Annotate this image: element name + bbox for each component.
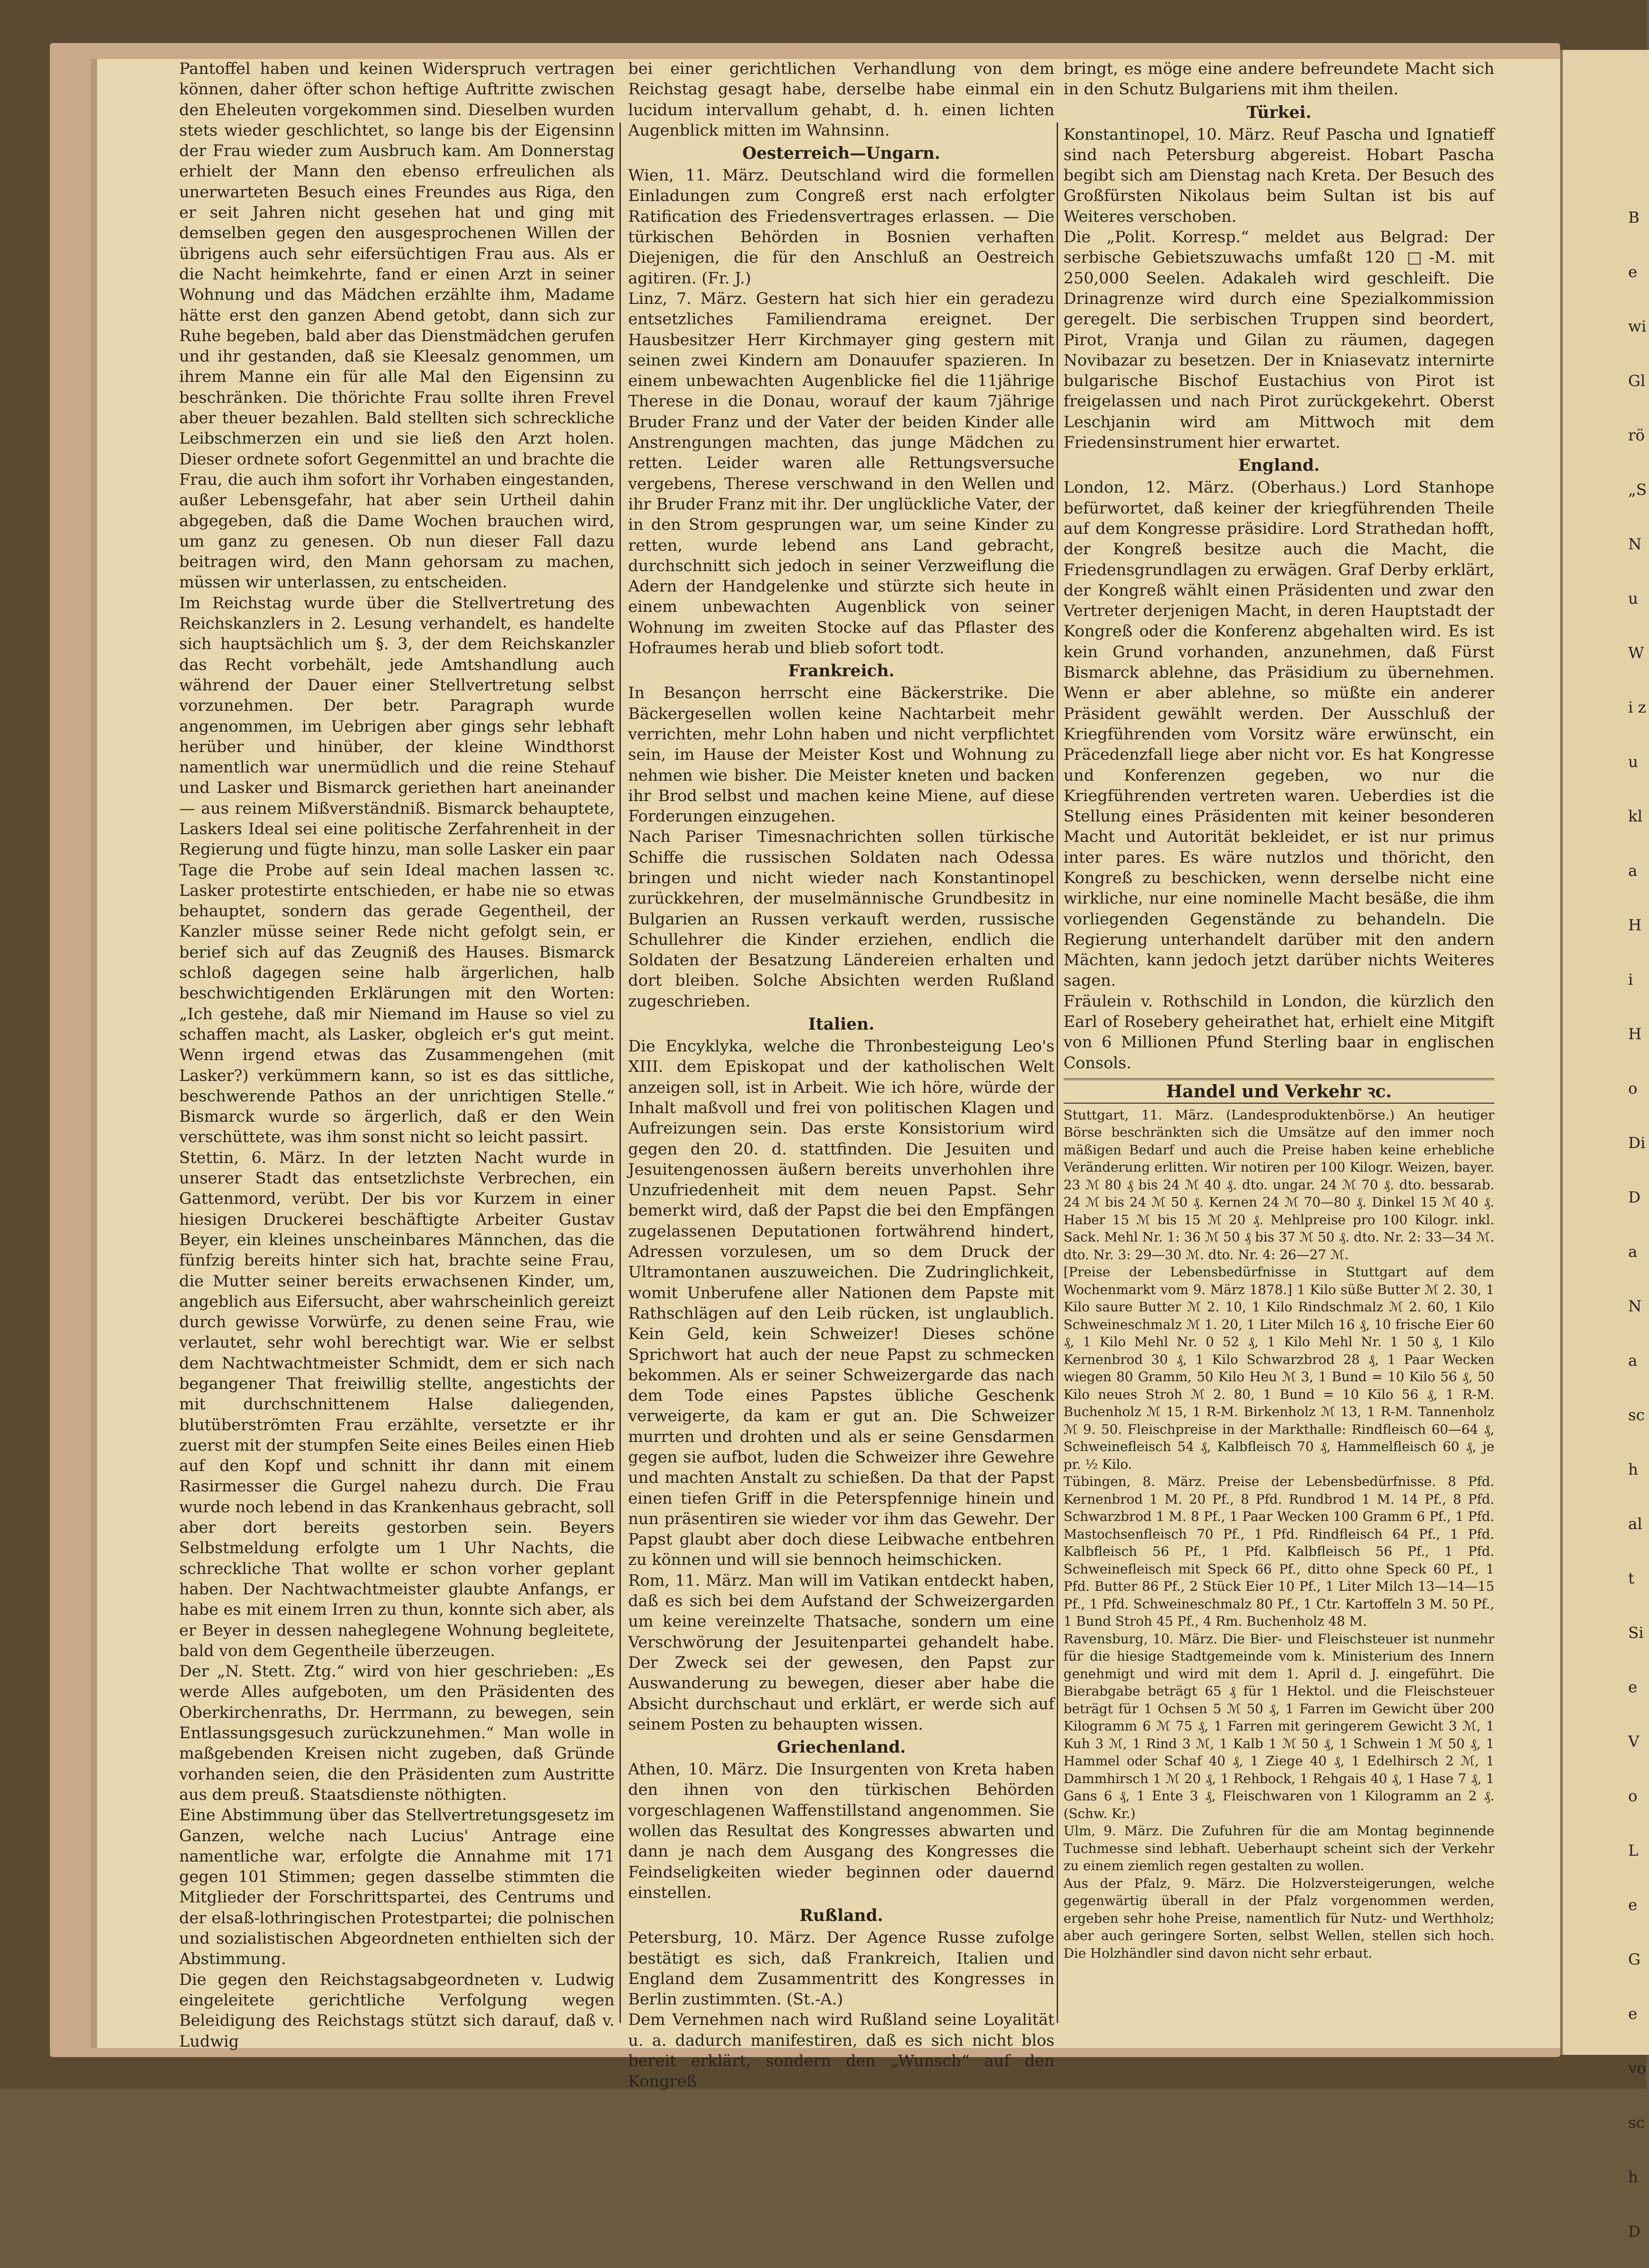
russland-paragraph: Dem Vernehmen nach wird Rußland seine Loyalität u. a. dadurch manifestiren, daß es sich nicht blos bereit erklärt, sondern den „Wunsch“ auf den Kongreß (628, 2011, 1054, 2091)
column-rule-2 (1057, 122, 1058, 2023)
london-paragraph: London, 12. März. (Oberhaus.) Lord Stanhope befürwortet, daß keiner der kriegführenden Theile auf dem Kongresse präsidire. Lord Strathedan hofft, der Kongreß besitze auch die Macht, die Friedensgrundlagen zu erwägen. Graf Derby erklärt, der Kongreß wählt einen Präsidenten und zwar den Vertreter derjenigen Macht, in deren Hauptstadt der Kongreß oder die Konferenz abgehalten wird. Es ist kein Grund vorhanden, anzunehmen, daß Fürst Bismarck ablehne, das Präsidium zu übernehmen. Wenn er aber ablehne, so müßte ein anderer Präsident gewählt werden. Der Ausschluß der Kriegführenden vom Vorsitz wäre erwünscht, ein Präcedenzfall liege aber nicht vor. Es hat Kongresse und Konferenzen gegeben, wo nur die Kriegführenden vertreten waren. Ueberdies ist die Stellung eines Präsidenten mit keiner besonderen Macht und Autorität bekleidet, er ist nur primus inter pares. Es wäre nutzlos und thöricht, den Kongreß zu beschicken, wenn derselbe nicht eine wirkliche, nur eine nominelle Macht besäße, die ihm vorliegenden Gegenstände zu behandeln. Die Regierung unterhandelt darüber mit den andern Mächten, kann jedoch jetzt darüber nichts Weiteres sagen. (1064, 479, 1494, 990)
section-heading: Rußland. (799, 1906, 883, 1926)
stettin-paragraph: Stettin, 6. März. In der letzten Nacht wurde in unserer Stadt das entsetzlichste Verbrechen, ein Gattenmord, verübt. Der bis vor Kurzem in einer hiesigen Druckerei beschäftigte Arbeiter Gustav Beyer, ein kleines unscheinbares Männchen, das die fünfzig bereits hinter sich hat, brachte seine Frau, die Mutter seiner bereits erwachsenen Kinder, um, angeblich aus Eifersucht, aber wahrscheinlich gereizt durch gewisse Vorwürfe, zu denen seine Frau, wie verlautet, sehr wohl berechtigt war. Wie er selbst dem Nachtwachtmeister Schmidt, dem er sich nach begangener That freiwillig stellte, angestichts der mit durchschnittenem Halse daliegenden, blutüberströmten Frau erzählte, versetzte er ihr zuerst mit der stumpfen Seite eines Beiles einen Hieb auf den Kopf und schnitt ihr dann mit einem Rasirmesser die Gurgel nahezu durch. Die Frau wurde noch lebend in das Krankenhaus gebracht, soll aber dort bereits gestorben sein. Beyers Selbstmeldung erfolgte um 1 Uhr Nachts, die schreckliche That wollte er schon vorher geplant haben. Der Nachtwachtmeister glaubte Anfangs, er habe es mit einem Irren zu thun, konnte sich aber, als er Beyer in dessen naheglegene Wohnung begleitete, bald von dem Gegentheile überzeugen. (179, 1149, 615, 1660)
belgrad-paragraph: Die „Polit. Korresp.“ meldet aus Belgrad: Der serbische Gebietszuwachs umfaßt 120 □-M. mit 250,000 Seelen. Adakaleh wird geschleift. Die Drinagrenze wird durch eine Spezialkommission geregelt. Die serbischen Truppen sind beordert, Pirot, Vranja und Gilan zu räumen, dagegen Novibazar zu besetzen. Der in Kniasevatz internirte bulgarische Bischof Eustachius von Pirot ist freigelassen und nach Pirot zurückgekehrt. Oberst Leschjanin wird am Mittwoch mit dem Friedensinstrument hier erwartet. (1064, 228, 1494, 452)
konstantinopel-paragraph: Konstantinopel, 10. März. Reuf Pascha und Ignatieff sind nach Petersburg abgereist. Hobart Pascha begibt sich am Dienstag nach Kreta. Der Besuch des Großfürsten Nikolaus beim Sultan ist bis auf Weiteres verschoben. (1064, 125, 1494, 226)
wien-paragraph: Wien, 11. März. Deutschland wird die formellen Einladungen zum Congreß erst nach erfolgter Ratification des Friedensvertrages erlassen. — Die türkischen Behörden in Bosnien verhaften Diejenigen, die für den Anschluß an Oestreich agitiren. (Fr. J.) (628, 166, 1054, 288)
column-3 (1064, 59, 1494, 2037)
article-paragraph: bei einer gerichtlichen Verhandlung von dem Reichstag gesagt habe, derselbe habe einmal ein lucidum intervallum gehabt, d. h. einen lichten Augenblick mitten im Wahnsinn. (628, 60, 1054, 140)
column-2 (628, 59, 1054, 2091)
article-paragraph: Pantoffel haben und keinen Widerspruch vertragen können, daher öfter schon heftige Auftritte zwischen den Eheleuten vorgekommen sind. Dieselben wurden stets wieder geschlichtet, so lange bis der Eigensinn der Frau wieder zum Ausbruch kam. Am Donnerstag erhielt der Mann den ebenso erfreulichen als unerwarteten Besuch eines Freundes aus Riga, den er seit Jahren nicht gesehen hat und ging mit demselben gegen den ausgesprochenen Willen der übrigens auch sehr eifersüchtigen Frau aus. Als er die Nacht heimkehrte, fand er einen Arzt in seiner Wohnung und das Mädchen erzählte ihm, Madame hätte erst den ganzen Abend getobt, dann sich zur Ruhe begeben, bald aber das Dienstmädchen gerufen und ihr gestanden, daß sie Kleesalz genommen, um ihrem Manne ein für alle Mal den Eigensinn zu beschränken. Die thörichte Frau sollte ihren Frevel aber theuer bezahlen. Bald stellten sich schreckliche Leibschmerzen ein und sie ließ den Arzt holen. Dieser ordnete sofort Gegenmittel an und brachte die Frau, die auch ihm sofort ihr Vorhaben eingestanden, außer Lebensgefahr, hat aber sein Urtheil dahin abgegeben, daß die Dame Wochen brauchen wird, um ganz zu genesen. Ob nun dieser Fall dazu beitragen wird, den Mann gehorsam zu machen, müssen wir unterlassen, zu entscheiden. (179, 60, 615, 592)
section-heading-handel: Handel und Verkehr ꝛc. (1064, 1078, 1494, 1104)
athen-paragraph: Athen, 10. März. Die Insurgenten von Kreta haben den ihnen von den türkischen Behörden vorgeschlagenen Waffenstillstand angenommen. Sie wollen das Resultat des Kongresses abwarten und dann je nach dem Ausgang des Kongresses die Feindseligkeiten wieder beginnen oder dauernd einstellen. (628, 1760, 1054, 1902)
paris-paragraph: Nach Pariser Timesnachrichten sollen türkische Schiffe die russischen Soldaten nach Odessa bringen und nicht wieder nach Konstantinopel zurückkehren, der muselmännische Grundbesitz in Bulgarien an Russen verkauft werden, russische Schullehrer die Kinder erziehen, endlich die Soldaten der Besatzung Ländereien erhalten und dort bleiben. Solche Absichten werden Rußland zugeschrieben. (628, 828, 1054, 1011)
besancon-paragraph: In Besançon herrscht eine Bäckerstrike. Die Bäckergesellen wollen keine Nachtarbeit mehr verrichten, mehr Lohn haben und nicht verpflichtet sein, im Hause der Meister Kost und Wohnung zu nehmen wie bisher. Die Meister kneten und backen ihr Brod selbst und machen keine Miene, auf diese Forderungen einzugehen. (628, 684, 1054, 826)
section-heading: Oesterreich—Ungarn. (742, 144, 941, 163)
ludwig-paragraph: Die gegen den Reichstagsabgeordneten v. Ludwig eingeleitete gerichtliche Verfolgung wegen Beleidigung des Reichstags stützt sich darauf, daß v. Ludwig (179, 1970, 615, 2051)
column-rule-1 (620, 122, 621, 2023)
petersburg-paragraph: Petersburg, 10. März. Der Agence Russe zufolge bestätigt es sich, daß Frankreich, Italien und England dem Zusammentritt des Kongresses in Berlin zustimmten. (St.-A.) (628, 1929, 1054, 2009)
section-heading: Griechenland. (776, 1738, 906, 1757)
rom-paragraph: Rom, 11. März. Man will im Vatikan entdeckt haben, daß es sich bei dem Aufstand der Schweizergarden um keine vereinzelte Thatsache, sondern um eine Verschwörung der Jesuitenpartei gehandelt habe. Der Zweck sei der gewesen, den Papst zur Auswanderung zu bewegen, dieser aber habe die Absicht durchschaut und erklärt, er werde sich auf seinem Posten zu behaupten wissen. (628, 1571, 1054, 1734)
encyklyka-paragraph: Die Encyklyka, welche die Thronbesteigung Leo's XIII. dem Episkopat und der katholischen Welt anzeigen soll, ist in Arbeit. Wie ich höre, würde der Inhalt maßvoll und frei von politischen Klagen und Aufreizungen sein. Das erste Konsistorium wird gegen den 20. d. stattfinden. Die Jesuiten und Jesuitengenossen äußern bereits unverhohlen ihre Unzufriedenheit mit dem neuen Papst. Sehr bemerkt wird, daß der Papst die bei den Empfängen zugelassenen Deputationen fortwährend hindert, Adressen vorzulesen, um so dem Druck der Ultramontanen auszuweichen. Die Zudringlichkeit, womit Unberufene aller Nationen dem Papste mit Rathschlägen auf den Leib rücken, ist unglaublich. Kein Geld, kein Schweizer! Dieses schöne Sprichwort hat auch der neue Papst zu schmecken bekommen. Als er seiner Schweizergarde das nach dem Tode eines Papstes übliche Geschenk verweigerte, da kam er gut an. Die Schweizer murrten und drohten und als er seine Gensdarmen gegen sie aufbot, luden die Schweizer ihre Gewehre und machten Anstalt zu schießen. Da that der Papst einen tiefen Griff in die Peterspfennige hinein und nun präsentiren sie wieder vor ihm das Gewehr. Der Papst glaubt aber doch diese Leibwache entbehren zu können und will sie bennoch heimschicken. (628, 1037, 1054, 1569)
market-report: Stuttgart, 11. März. (Landesproduktenbörse.) An heutiger Börse beschränkten sich die Umsätze auf den immer noch mäßigen Bedarf und auch die Preise haben keine erhebliche Veränderung erlitten. Wir notiren per 100 Kilogr. Weizen, bayer. 23 ℳ 80 ₰ bis 24 ℳ 40 ₰. dto. ungar. 24 ℳ 70 ₰. dto. bessarab. 24 ℳ bis 24 ℳ 50 ₰. Kernen 24 ℳ 70—80 ₰. Dinkel 15 ℳ 40 ₰. Haber 15 ℳ bis 15 ℳ 20 ₰. Mehlpreise pro 100 Kilogr. inkl. Sack. Mehl Nr. 1: 36 ℳ 50 ₰ bis 37 ℳ 50 ₰. dto. Nr. 2: 33—34 ℳ. dto. Nr. 3: 29—30 ℳ. dto. Nr. 4: 26—27 ℳ. (1064, 1107, 1494, 1262)
article-paragraph: bringt, es möge eine andere befreundete Macht sich in den Schutz Bulgariens mit ihm theilen. (1064, 60, 1494, 99)
abstimmung-paragraph: Eine Abstimmung über das Stellvertretungsgesetz im Ganzen, welche nach Lucius' Antrage eine namentliche war, erfolgte die Annahme mit 171 gegen 101 Stimmen; gegen dasselbe stimmten die Mitglieder der Forschrittspartei, des Centrums und der elsaß-lothringischen Protestpartei; die polnischen und sozialistischen Abgeordneten enthielten sich der Abstimmung. (179, 1806, 615, 1969)
stett-ztg-paragraph: Der „N. Stett. Ztg.“ wird von hier geschrieben: „Es werde Alles aufgeboten, um den Präsidenten des Oberkirchenraths, Dr. Herrmann, zu bewegen, sein Entlassungsgesuch zurückzunehmen.“ Man wolle in maßgebenden Kreisen nicht zugeben, daß Gründe vorhanden seien, die den Präsidenten zum Austritte aus dem preuß. Staatsdienste nöthigten. (179, 1662, 615, 1804)
section-heading: Türkei. (1246, 103, 1312, 122)
linz-paragraph: Linz, 7. März. Gestern hat sich hier ein geradezu entsetzliches Familiendrama ereignet. Der Hausbesitzer Herr Kirchmayer ging gestern mit seinen zwei Kindern am Donauufer spazieren. In einem unbewachten Augenblicke fiel die 11jährige Therese in die Donau, worauf der kaum 7jährige Bruder Franz und der Vater der beiden Kinder alle Anstrengungen machten, das junge Mädchen zu retten. Leider waren alle Rettungsversuche vergebens, Therese verschwand in den Wellen und ihr Bruder Franz mit ihr. Der unglückliche Vater, der in den Strom gesprungen war, um seine Kinder zu retten, wurde lebend ans Land gebracht, durchschnitt sich jedoch in seiner Verzweiflung die Adern der Handgelenke und stürzte sich heute in einem unbewachten Augenblick von seiner Wohnung im zweiten Stocke auf das Pflaster des Hofraumes herab und blieb sofort todt. (628, 289, 1054, 658)
market-report: Ulm, 9. März. Die Zufuhren für die am Montag beginnende Tuchmesse sind lebhaft. Ueberhaupt scheint sich der Verkehr zu einem ziemlich regen gestalten zu wollen. (1064, 1823, 1494, 1874)
market-report: Ravensburg, 10. März. Die Bier- und Fleischsteuer ist nunmehr für die hiesige Stadtgemeinde vom k. Ministerium des Innern genehmigt und wird mit dem 1. April d. J. eingeführt. Die Bierabgabe beträgt 65 ₰ für 1 Hektol. und die Fleischsteuer beträgt für 1 Ochsen 5 ℳ 50 ₰, 1 Farren im Gewicht über 200 Kilogramm 6 ℳ 75 ₰, 1 Farren mit geringerem Gewicht 3 ℳ, 1 Kuh 3 ℳ, 1 Rind 3 ℳ, 1 Kalb 1 ℳ 50 ₰, 1 Schwein 1 ℳ 50 ₰, 1 Hammel oder Schaf 40 ₰, 1 Ziege 40 ₰, 1 Edelhirsch 2 ℳ, 1 Dammhirsch 1 ℳ 20 ₰, 1 Rehbock, 1 Rehgais 40 ₰, 1 Hase 7 ₰, 1 Gans 6 ₰, 1 Ente 3 ₰, Fleischwaren von 1 Kilogramm an 2 ₰. (Schw. Kr.) (1064, 1631, 1494, 1821)
section-heading: Frankreich. (788, 661, 895, 681)
rothschild-paragraph: Fräulein v. Rothschild in London, die kürzlich den Earl of Rosebery geheirathet hat, erhielt eine Mitgift von 6 Millionen Pfund Sterling baar in englischen Consols. (1064, 992, 1494, 1072)
reichstag-paragraph: Im Reichstag wurde über die Stellvertretung des Reichskanzlers in 2. Lesung verhandelt, es handelte sich hauptsächlich um §. 3, der dem Reichskanzler das Recht vorbehält, jede Amtshandlung auch während der Dauer einer Stellvertretung selbst vorzunehmen. Der betr. Paragraph wurde angenommen, im Uebrigen aber gings sehr lebhaft herüber und hinüber, der kleine Windthorst namentlich war unermüdlich und die reine Stehauf und Lasker und Bismarck geriethen hart aneinander — aus reinem Mißverständniß. Bismarck behauptete, Laskers Ideal sei eine politische Zerfahrenheit in der Regierung und fügte hinzu, man solle Lasker ein paar Tage die Probe auf sein Ideal machen lassen ꝛc. Lasker protestirte entschieden, er habe nie so etwas behauptet, sondern das gerade Gegentheil, der Kanzler müsse seiner Rede nicht gefolgt sein, er berief sich auf das Zeugniß des Hauses. Bismarck schloß dagegen seine halb ärgerlichen, halb beschwichtigenden Erklärungen mit den Worten: „Ich gestehe, daß mir Niemand im Hause so viel zu schaffen macht, als Lasker, obgleich er's gut meint. Wenn irgend etwas das Zusammengehen (mit Lasker?) verkümmern kann, so ist es das sittliche, beschwerende Pathos an der unrichtigen Stelle.“ Bismarck wurde so ärgerlich, daß er den Wein verschüttete, was ihm sonst nicht so leicht passirt. (179, 594, 615, 1147)
market-report: [Preise der Lebensbedürfnisse in Stuttgart auf dem Wochenmarkt vom 9. März 1878.] 1 Kilo süße Butter ℳ 2. 30, 1 Kilo saure Butter ℳ 2. 10, 1 Kilo Rindschmalz ℳ 2. 60, 1 Kilo Schweineschmalz ℳ 1. 20, 1 Liter Milch 16 ₰, 10 frische Eier 60 ₰, 1 Kilo Mehl Nr. 0 52 ₰, 1 Kilo Mehl Nr. 1 50 ₰, 1 Kilo Kernenbrod 30 ₰, 1 Kilo Schwarzbrod 28 ₰, 1 Paar Wecken wiegen 80 Gramm, 50 Kilo Heu ℳ 3, 1 Bund = 10 Kilo 56 ₰, 50 Kilo neues Stroh ℳ 2. 80, 1 Bund = 10 Kilo 56 ₰, 1 R-M. Buchenholz ℳ 15, 1 R-M. Birkenholz ℳ 13, 1 R-M. Tannenholz ℳ 9. 50. Fleischpreise in der Markthalle: Rindfleisch 60—64 ₰, Schweinefleisch 54 ₰, Kalbfleisch 70 ₰, Hammelfleisch 60 ₰, je pr. ½ Kilo. (1064, 1264, 1494, 1472)
market-report: Aus der Pfalz, 9. März. Die Holzversteigerungen, welche gegenwärtig überall in der Pfalz vorgenommen werden, ergeben sehr hohe Preise, namentlich für Nutz- und Werthholz; aber auch geringere Sorten, selbst Wellen, stellen sich hoch. Die Holzhändler sind davon nicht sehr erbaut. (1064, 1875, 1494, 1961)
column-1 (179, 59, 615, 2051)
next-page-fragment: Be wi Gl rö „S Nu Wi zu kla Hi Ho Di Da Na sch alt Sie Vo Le Ge vo sch D (1628, 209, 1647, 2241)
market-report: Tübingen, 8. März. Preise der Lebensbedürfnisse. 8 Pfd. Kernenbrod 1 M. 20 Pf., 8 Pfd. Rundbrod 1 M. 14 Pf., 8 Pfd. Schwarzbrod 1 M. 8 Pf., 1 Paar Wecken 100 Gramm 6 Pf., 1 Pfd. Mastochsenfleisch 70 Pf., 1 Pfd. Rindfleisch 64 Pf., 1 Pfd. Kalbfleisch 56 Pf., 1 Pfd. Kalbfleisch 56 Pf., 1 Pfd. Schweinefleisch mit Speck 66 Pf., ditto ohne Speck 60 Pf., 1 Pfd. Butter 86 Pf., 2 Stück Eier 10 Pf., 1 Liter Milch 13—14—15 Pf., 1 Pfd. Schweineschmalz 80 Pf., 1 Ctr. Kartoffeln 3 M. 50 Pf., 1 Bund Stroh 45 Pf., 4 Rm. Buchenholz 48 M. (1064, 1474, 1494, 1629)
section-heading: England. (1238, 456, 1320, 475)
section-heading: Italien. (808, 1015, 874, 1034)
